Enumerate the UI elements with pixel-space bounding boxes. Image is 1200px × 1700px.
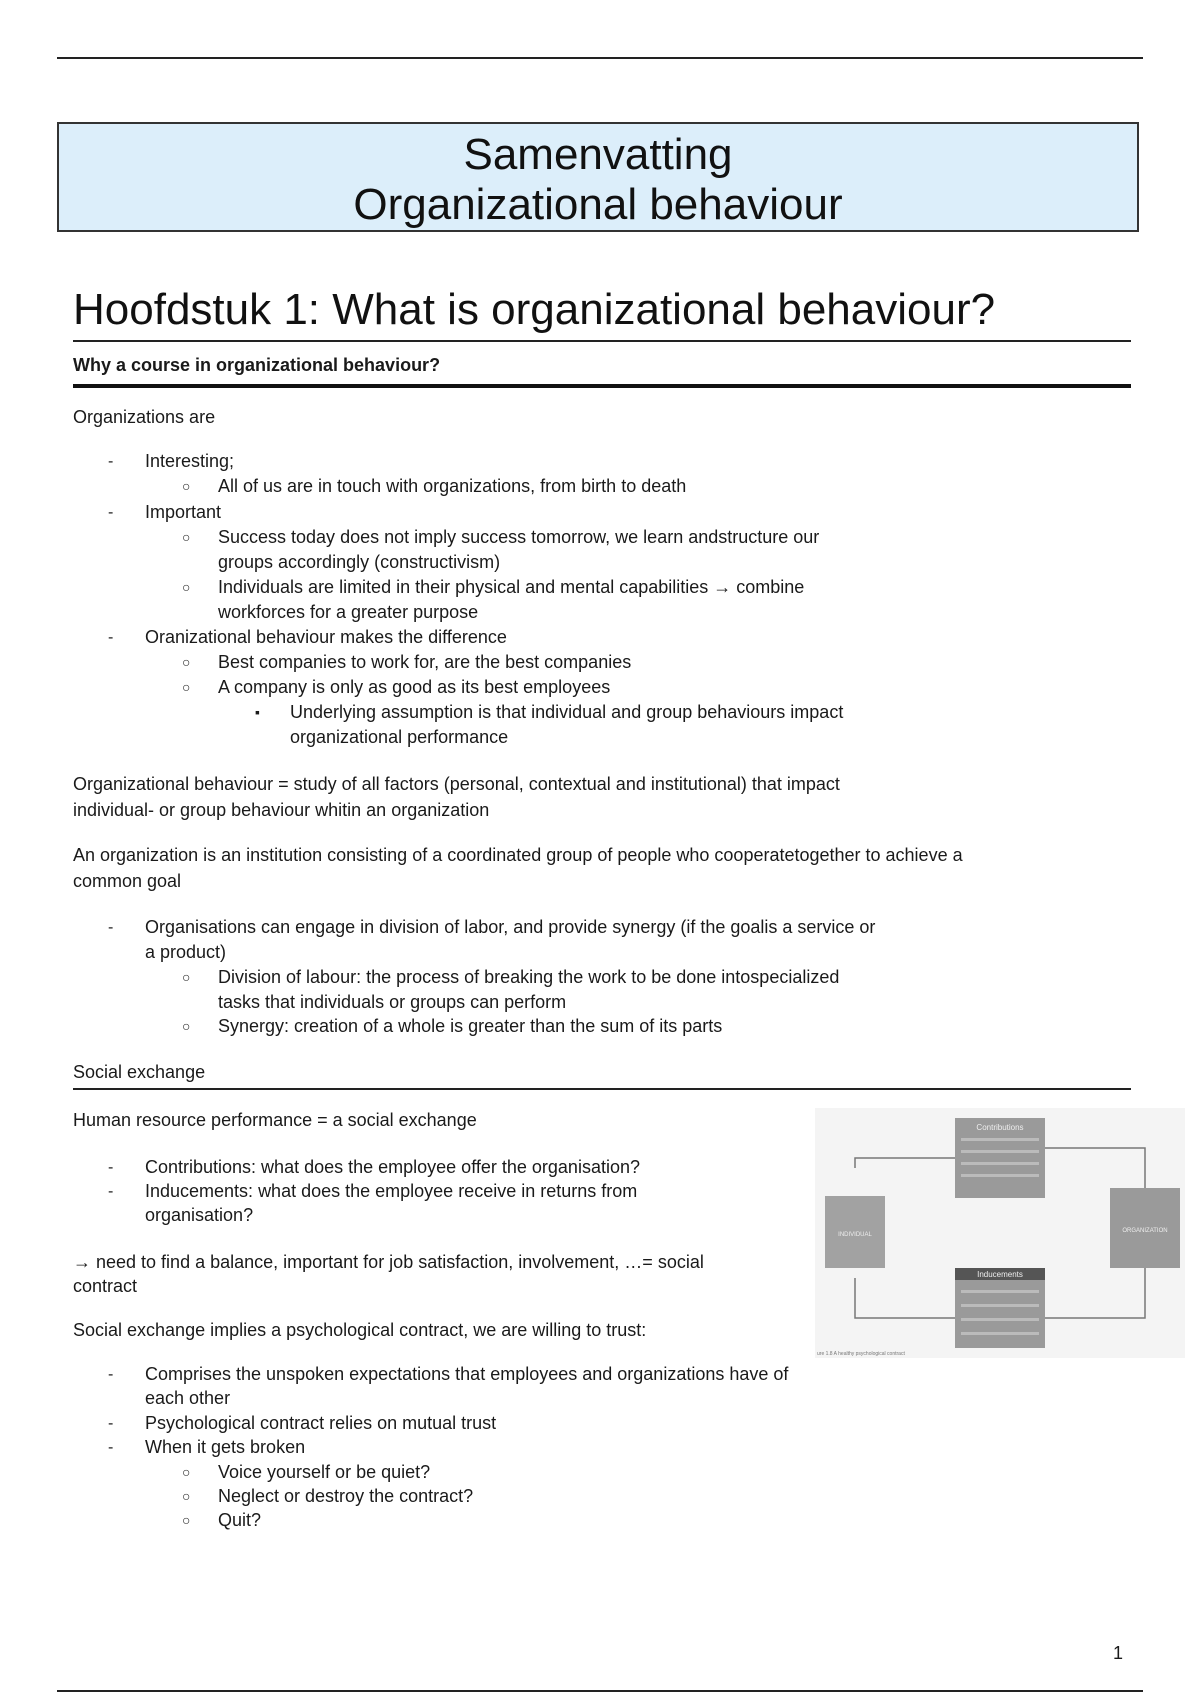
list-item: Quit? [218,1510,262,1530]
list-item-continuation: each other [145,1388,231,1408]
bullet-square: ▪ [255,704,260,720]
list-item: Voice yourself or be quiet? [218,1462,431,1482]
list-item-continuation: workforces for a greater purpose [218,602,479,622]
bullet-circle: ○ [182,478,191,494]
chapter-heading: Hoofdstuk 1: What is organizational behaviour? [73,282,1131,342]
list-item: Important [145,502,222,522]
list-item: Oranizational behaviour makes the difference [145,627,507,647]
bullet-circle: ○ [182,1512,191,1528]
figure-caption: ure 1.8 A healthy psychological contract [817,1351,905,1357]
definition-org-line-2: common goal [73,871,182,891]
document-title-box [57,122,1139,232]
title-line-2: Organizational behaviour [353,180,843,229]
bottom-rule [57,1690,1143,1692]
list-item: Best companies to work for, are the best companies [218,652,632,672]
bullet-dash: - [108,1439,114,1456]
bullet-circle: ○ [182,969,191,985]
bullet-circle: ○ [182,579,191,595]
intro-text: Organizations are [73,407,216,427]
list-item: Neglect or destroy the contract? [218,1486,474,1506]
list-item: All of us are in touch with organizations, from birth to death [218,476,687,496]
list-item-continuation: groups accordingly (constructivism) [218,552,501,572]
bullet-dash: - [108,1415,114,1432]
balance-line-1: → need to find a balance, important for job satisfaction, involvement, …= social [73,1252,704,1272]
definition-ob-line-1: Organizational behaviour = study of all factors (personal, contextual and institutional) that impact [73,774,840,794]
section-heading-why: Why a course in organizational behaviour? [73,352,1131,388]
bullet-dash: - [108,1366,114,1383]
bullet-dash: - [108,629,114,646]
psychological-contract-figure [815,1108,1185,1358]
list-item-continuation: organisation? [145,1205,254,1225]
list-item: Inducements: what does the employee receive in returns from [145,1181,638,1201]
bullet-dash: - [108,1159,114,1176]
section-heading-social-exchange: Social exchange [73,1060,1131,1090]
contributions-label: Contributions [976,1123,1024,1132]
page-number: 1 [1113,1643,1124,1663]
list-item: Individuals are limited in their physical and mental capabilities → combine [218,577,805,597]
organization-label: ORGANIZATION [1122,1228,1168,1234]
list-item-continuation: tasks that individuals or groups can perform [218,992,567,1012]
bullet-circle: ○ [182,679,191,695]
individual-label: INDIVIDUAL [838,1232,872,1238]
list-item: Interesting; [145,451,235,471]
psych-contract-intro: Social exchange implies a psychological contract, we are willing to trust: [73,1320,647,1340]
list-item: Synergy: creation of a whole is greater than the sum of its parts [218,1016,723,1036]
list-item-continuation: organizational performance [290,727,509,747]
top-rule [57,57,1143,59]
list-item: When it gets broken [145,1437,306,1457]
bullet-circle: ○ [182,1018,191,1034]
bullet-dash: - [108,919,114,936]
list-item: Comprises the unspoken expectations that employees and organizations have of [145,1364,789,1384]
list-item: A company is only as good as its best employees [218,677,611,697]
hr-performance-text: Human resource performance = a social exchange [73,1110,477,1130]
bullet-circle: ○ [182,529,191,545]
bullet-dash: - [108,504,114,521]
bullet-circle: ○ [182,654,191,670]
balance-line-2: contract [73,1276,138,1296]
list-item: Psychological contract relies on mutual trust [145,1413,497,1433]
bullet-circle: ○ [182,1488,191,1504]
list-item-continuation: a product) [145,942,227,962]
bullet-dash: - [108,1183,114,1200]
list-item: Organisations can engage in division of labor, and provide synergy (if the goalis a service or [145,917,876,937]
list-item: Underlying assumption is that individual and group behaviours impact [290,702,844,722]
bullet-dash: - [108,453,114,470]
bullet-circle: ○ [182,1464,191,1480]
list-item: Success today does not imply success tomorrow, we learn andstructure our [218,527,820,547]
list-item: Contributions: what does the employee offer the organisation? [145,1157,640,1177]
list-item: Division of labour: the process of breaking the work to be done intospecialized [218,967,840,987]
definition-org-line-1: An organization is an institution consisting of a coordinated group of people who cooperatetogether to achieve a [73,845,963,865]
definition-ob-line-2: individual- or group behaviour whitin an organization [73,800,490,820]
inducements-label: Inducements [977,1270,1023,1279]
title-line-1: Samenvatting [463,130,733,179]
